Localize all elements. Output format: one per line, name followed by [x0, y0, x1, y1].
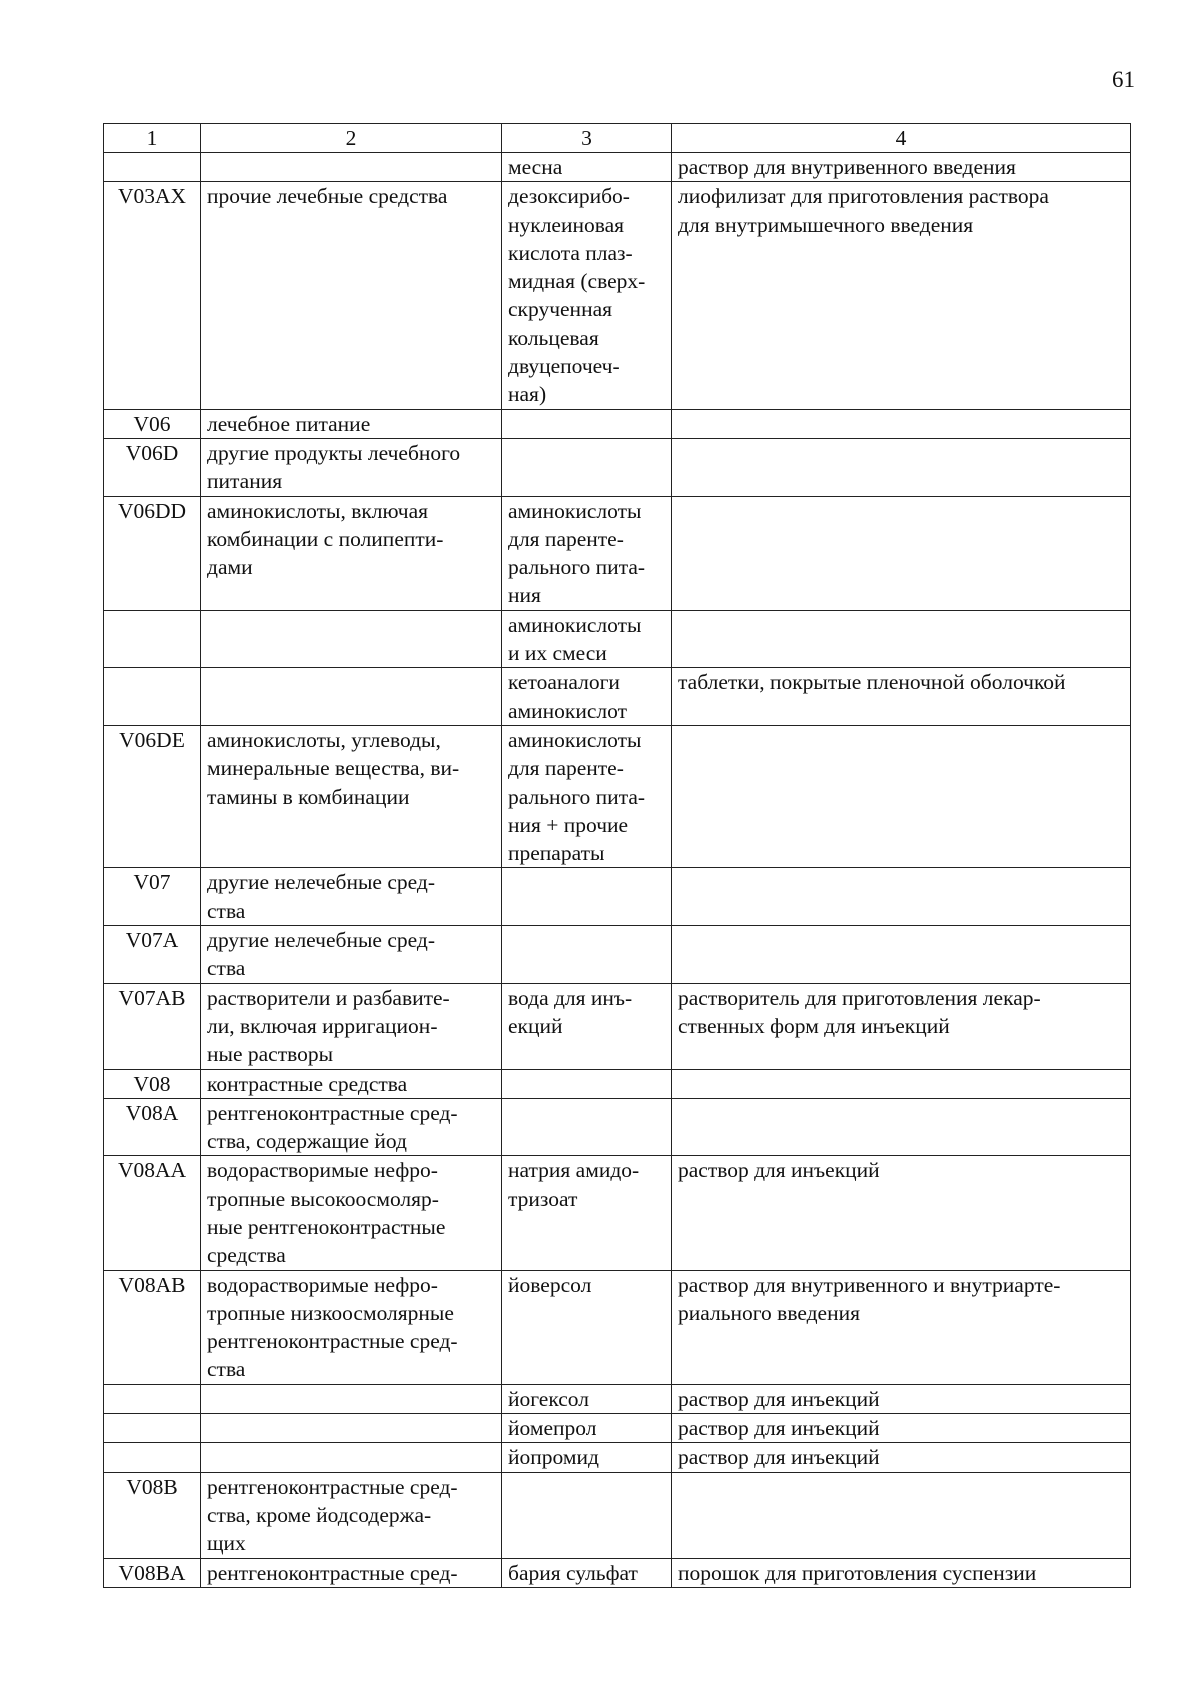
cell-drug — [502, 409, 672, 438]
table-body — [104, 153, 1131, 1588]
cell-group: лечебное питание — [201, 409, 502, 438]
column-header-2: 2 — [201, 124, 502, 153]
cell-code: V03AX — [104, 182, 201, 409]
cell-form — [672, 926, 1131, 984]
cell-drug — [502, 1069, 672, 1098]
cell-drug: йоверсол — [502, 1270, 672, 1384]
cell-group: растворители и разбавите- ли, включая ирригацион- ные растворы — [201, 983, 502, 1069]
table-row — [104, 983, 1131, 1069]
cell-code: V07 — [104, 868, 201, 926]
drug-table — [103, 123, 1131, 1588]
cell-code — [104, 153, 201, 182]
table-row — [104, 610, 1131, 668]
cell-code — [104, 610, 201, 668]
cell-drug: аминокислоты для паренте- рального пита- ния — [502, 496, 672, 610]
table-row — [104, 496, 1131, 610]
cell-form: раствор для инъекций — [672, 1156, 1131, 1270]
table-row — [104, 182, 1131, 409]
cell-code: V06D — [104, 438, 201, 496]
header-row — [104, 124, 1131, 153]
cell-group: аминокислоты, включая комбинации с полипепти- дами — [201, 496, 502, 610]
cell-group — [201, 153, 502, 182]
cell-code: V08 — [104, 1069, 201, 1098]
cell-group: водорастворимые нефро- тропные низкоосмолярные рентгеноконтрастные сред- ства — [201, 1270, 502, 1384]
cell-drug: йомепрол — [502, 1414, 672, 1443]
cell-group: аминокислоты, углеводы, минеральные вещества, ви- тамины в комбинации — [201, 725, 502, 867]
cell-group: другие продукты лечебного питания — [201, 438, 502, 496]
table-row — [104, 409, 1131, 438]
table-row — [104, 1384, 1131, 1413]
cell-group — [201, 610, 502, 668]
page-number: 61 — [1112, 67, 1135, 92]
cell-form — [672, 868, 1131, 926]
cell-code: V08A — [104, 1098, 201, 1156]
cell-form — [672, 725, 1131, 867]
table-row — [104, 153, 1131, 182]
cell-code — [104, 1384, 201, 1413]
table-row — [104, 438, 1131, 496]
cell-code: V07AB — [104, 983, 201, 1069]
cell-drug: кетоаналоги аминокислот — [502, 668, 672, 726]
cell-group: контрастные средства — [201, 1069, 502, 1098]
cell-code: V08B — [104, 1472, 201, 1558]
cell-group: водорастворимые нефро- тропные высокоосмоляр- ные рентгеноконтрастные средства — [201, 1156, 502, 1270]
cell-code: V08AA — [104, 1156, 201, 1270]
cell-group: другие нелечебные сред- ства — [201, 868, 502, 926]
cell-drug: аминокислоты для паренте- рального пита- ния + прочие препараты — [502, 725, 672, 867]
cell-group: рентгеноконтрастные сред- ства, содержащие йод — [201, 1098, 502, 1156]
cell-drug: йопромид — [502, 1443, 672, 1472]
cell-code: V07A — [104, 926, 201, 984]
cell-code: V06 — [104, 409, 201, 438]
column-header-4: 4 — [672, 124, 1131, 153]
cell-drug — [502, 868, 672, 926]
cell-form: растворитель для приготовления лекар- ственных форм для инъекций — [672, 983, 1131, 1069]
cell-group — [201, 1443, 502, 1472]
table-row — [104, 668, 1131, 726]
cell-group — [201, 1384, 502, 1413]
cell-form: раствор для инъекций — [672, 1443, 1131, 1472]
cell-form — [672, 1472, 1131, 1558]
cell-code: V08AB — [104, 1270, 201, 1384]
cell-form: раствор для внутривенного и внутриарте- риального введения — [672, 1270, 1131, 1384]
cell-code: V06DD — [104, 496, 201, 610]
column-header-3: 3 — [502, 124, 672, 153]
table-row — [104, 1156, 1131, 1270]
cell-drug — [502, 926, 672, 984]
table-row — [104, 926, 1131, 984]
cell-form: порошок для приготовления суспензии — [672, 1558, 1131, 1587]
cell-group: прочие лечебные средства — [201, 182, 502, 409]
table-row — [104, 1558, 1131, 1587]
cell-drug: натрия амидо- тризоат — [502, 1156, 672, 1270]
cell-drug: месна — [502, 153, 672, 182]
table-row — [104, 1270, 1131, 1384]
table-row — [104, 1069, 1131, 1098]
cell-group: рентгеноконтрастные сред- — [201, 1558, 502, 1587]
table-row — [104, 725, 1131, 867]
cell-form: раствор для инъекций — [672, 1414, 1131, 1443]
cell-drug: аминокислоты и их смеси — [502, 610, 672, 668]
cell-drug: бария сульфат — [502, 1558, 672, 1587]
cell-group: другие нелечебные сред- ства — [201, 926, 502, 984]
cell-code: V08BA — [104, 1558, 201, 1587]
table-row — [104, 1414, 1131, 1443]
cell-drug — [502, 1472, 672, 1558]
table-row — [104, 1443, 1131, 1472]
cell-form — [672, 1098, 1131, 1156]
cell-group: рентгеноконтрастные сред- ства, кроме йодсодержа- щих — [201, 1472, 502, 1558]
cell-code: V06DE — [104, 725, 201, 867]
cell-group — [201, 1414, 502, 1443]
table-row — [104, 1472, 1131, 1558]
cell-drug — [502, 1098, 672, 1156]
cell-code — [104, 668, 201, 726]
column-header-1: 1 — [104, 124, 201, 153]
cell-drug: йогексол — [502, 1384, 672, 1413]
table-row — [104, 868, 1131, 926]
cell-form: лиофилизат для приготовления раствора для внутримышечного введения — [672, 182, 1131, 409]
cell-code — [104, 1414, 201, 1443]
cell-group — [201, 668, 502, 726]
cell-form: таблетки, покрытые пленочной оболочкой — [672, 668, 1131, 726]
cell-form — [672, 409, 1131, 438]
cell-form — [672, 610, 1131, 668]
cell-form — [672, 496, 1131, 610]
cell-drug: дезоксирибо- нуклеиновая кислота плаз- мидная (сверх- скрученная кольцевая двуцепочеч- ная) — [502, 182, 672, 409]
cell-drug: вода для инъ- екций — [502, 983, 672, 1069]
cell-form — [672, 438, 1131, 496]
cell-form: раствор для инъекций — [672, 1384, 1131, 1413]
cell-form: раствор для внутривенного введения — [672, 153, 1131, 182]
cell-code — [104, 1443, 201, 1472]
cell-form — [672, 1069, 1131, 1098]
cell-drug — [502, 438, 672, 496]
table-row — [104, 1098, 1131, 1156]
